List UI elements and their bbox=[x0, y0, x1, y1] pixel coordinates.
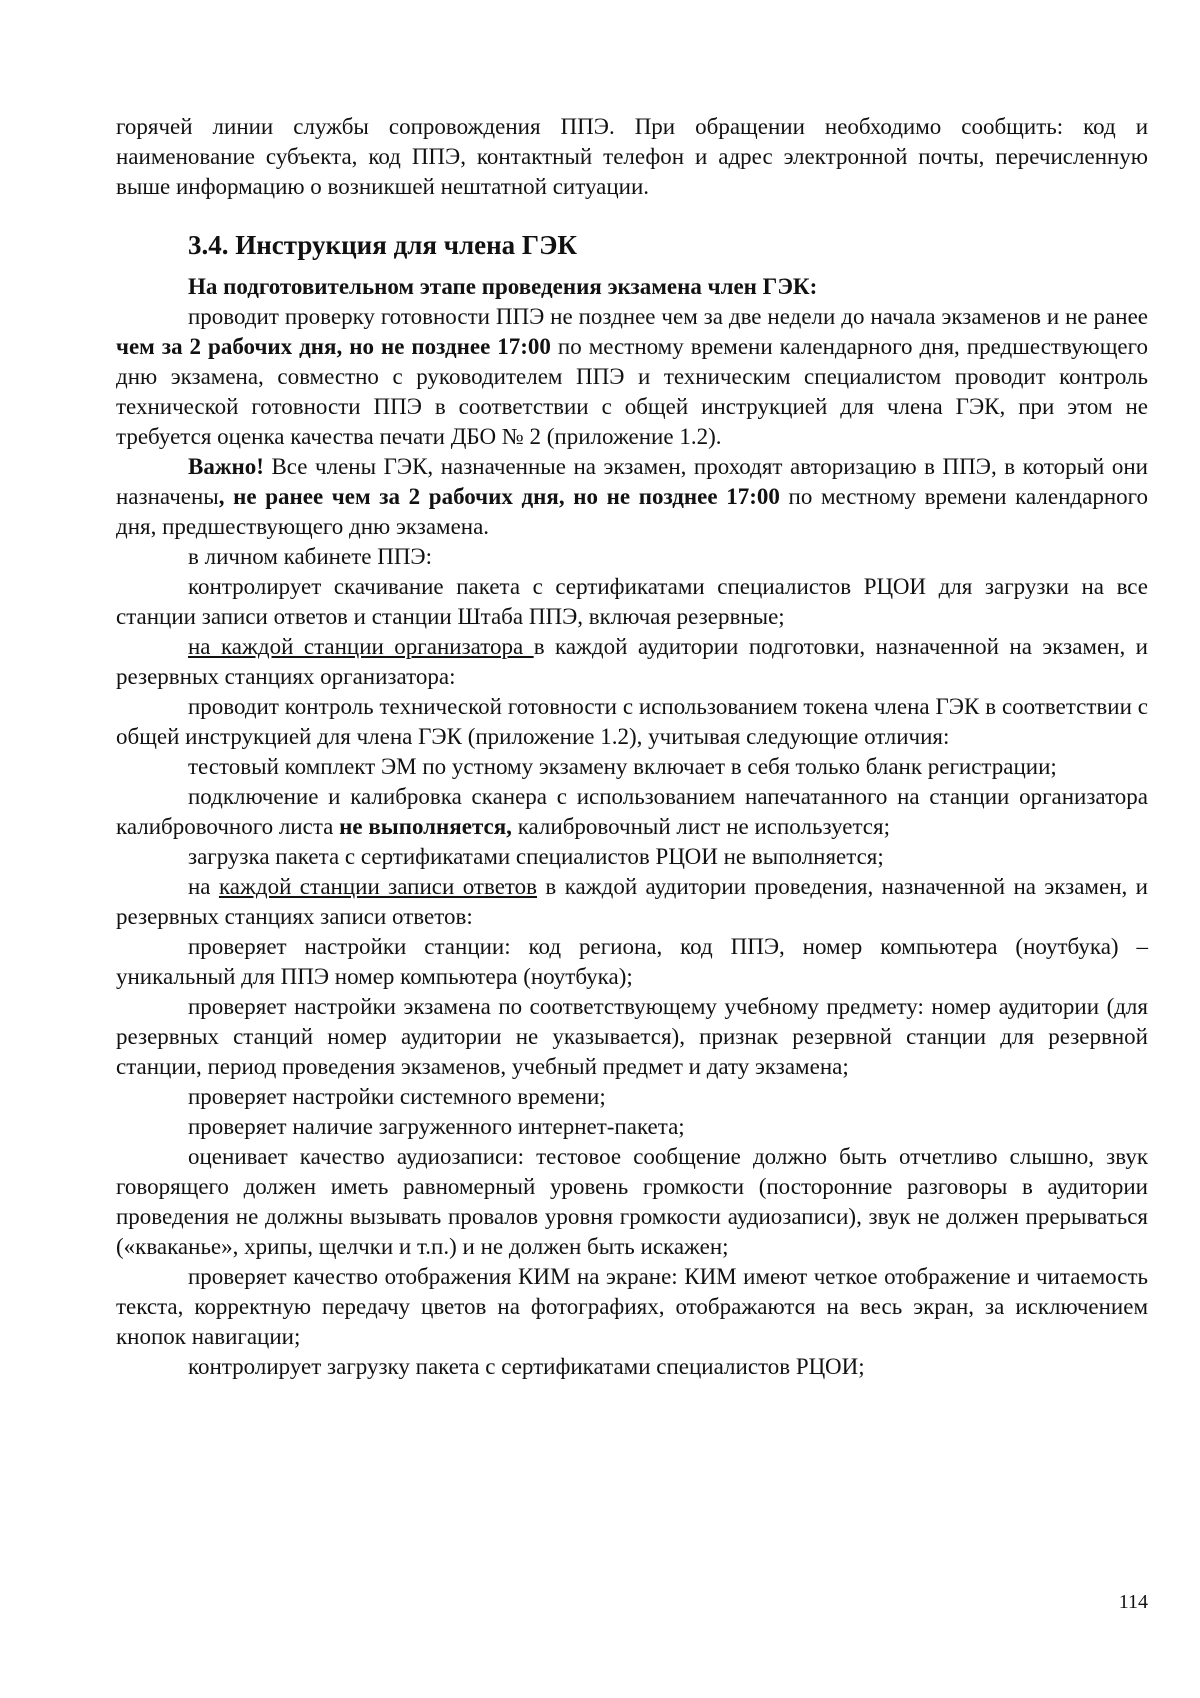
paragraph-certificate-load-control: контролирует загрузку пакета с сертификатами специалистов РЦОИ; bbox=[188, 1354, 865, 1379]
text-run: Все члены ГЭК, назначенные на экзамен, проходят авторизацию в ППЭ, в который они назначены bbox=[116, 454, 1148, 509]
text-run: по местному времени календарного дня, предшествующего дню экзамена, совместно с руководителем ППЭ и техническим специалистом проводит контроль технической готовности ППЭ в соответствии с общей инструкцией для члена ГЭК, при этом не требуется оценка качества печати ДБО № 2 (приложение 1.2). bbox=[116, 334, 1148, 449]
paragraph-readiness-check bbox=[116, 302, 1148, 452]
text-run: проводит проверку готовности ППЭ не позднее чем за две недели до начала экзаменов и не ранее bbox=[188, 304, 1148, 329]
paragraph-kim-display: проверяет качество отображения КИМ на экране: КИМ имеют четкое отображение и читаемость текста, корректную передачу цветов на фотографиях, отображаются на весь экран, за исключением кнопок навигации; bbox=[116, 1264, 1148, 1349]
paragraph-certificates-download: контролирует скачивание пакета с сертификатами специалистов РЦОИ для загрузки на все станции записи ответов и станции Штаба ППЭ, включая резервные; bbox=[116, 574, 1148, 629]
page-body bbox=[116, 112, 1148, 1382]
bold-important-label: Важно! bbox=[188, 454, 264, 479]
paragraph-exam-settings: проверяет настройки экзамена по соответствующему учебному предмету: номер аудитории (для резервных станций номер аудитории не указывается), признак резервной станции для резервной станции, период проведения экзаменов, учебный предмет и дату экзамена; bbox=[116, 994, 1148, 1079]
text-run: в каждой аудитории подготовки, назначенной на экзамен, и резервных станциях организатора: bbox=[116, 634, 1148, 689]
bold-deadline: чем за 2 рабочих дня, но не позднее 17:00 bbox=[116, 334, 551, 359]
paragraph-intro: горячей линии службы сопровождения ППЭ. При обращении необходимо сообщить: код и наименование субъекта, код ППЭ, контактный телефон и адрес электронной почты, перечисленную выше информацию о возникшей нештатной ситуации. bbox=[116, 114, 1148, 199]
paragraph-audio-quality: оценивает качество аудиозаписи: тестовое сообщение должно быть отчетливо слышно, звук говорящего должен иметь равномерный уровень громкости (посторонние разговоры в аудитории проведения не должны вызывать провалов уровня громкости аудиозаписи), звук не должен прерываться («кваканье», хрипы, щелчки и т.п.) и не должен быть искажен; bbox=[116, 1144, 1148, 1259]
text-run: подключение и калибровка сканера с использованием напечатанного на станции организатора калибровочного листа bbox=[116, 784, 1148, 839]
paragraph-scanner-calibration bbox=[116, 782, 1148, 842]
text-run: по местному времени календарного дня, предшествующего дню экзамена. bbox=[116, 484, 1148, 539]
underlined-organizer-station: на каждой станции организатора bbox=[188, 634, 534, 659]
paragraph-personal-cabinet: в личном кабинете ППЭ: bbox=[188, 544, 433, 569]
paragraph-technical-readiness: проводит контроль технической готовности с использованием токена члена ГЭК в соответствии с общей инструкцией для члена ГЭК (приложение 1.2), учитывая следующие отличия: bbox=[116, 694, 1148, 749]
bold-not-performed: не выполняется, bbox=[339, 814, 512, 839]
paragraph-organizer-station bbox=[116, 632, 1148, 692]
text-run: на bbox=[188, 874, 219, 899]
paragraph-system-time: проверяет настройки системного времени; bbox=[188, 1084, 606, 1109]
section-title: 3.4. Инструкция для члена ГЭК bbox=[188, 230, 577, 260]
paragraph-station-settings: проверяет настройки станции: код региона, код ППЭ, номер компьютера (ноутбука) – уникальный для ППЭ номер компьютера (ноутбука); bbox=[116, 934, 1148, 989]
page-number: 114 bbox=[1118, 1591, 1148, 1613]
text-run: в каждой аудитории проведения, назначенной на экзамен, и резервных станциях записи ответов: bbox=[116, 874, 1148, 929]
paragraph-answer-station bbox=[116, 872, 1148, 932]
paragraph-certificate-upload: загрузка пакета с сертификатами специалистов РЦОИ не выполняется; bbox=[188, 844, 884, 869]
underlined-answer-station: каждой станции записи ответов bbox=[218, 874, 538, 899]
paragraph-internet-package: проверяет наличие загруженного интернет-пакета; bbox=[188, 1114, 685, 1139]
subheading: На подготовительном этапе проведения экзамена член ГЭК: bbox=[188, 274, 818, 299]
paragraph-important bbox=[116, 452, 1148, 542]
bold-deadline: , не ранее чем за 2 рабочих дня, но не позднее 17:00 bbox=[218, 484, 780, 509]
paragraph-test-kit: тестовый комплект ЭМ по устному экзамену включает в себя только бланк регистрации; bbox=[188, 754, 1057, 779]
text-run: калибровочный лист не используется; bbox=[511, 814, 890, 839]
